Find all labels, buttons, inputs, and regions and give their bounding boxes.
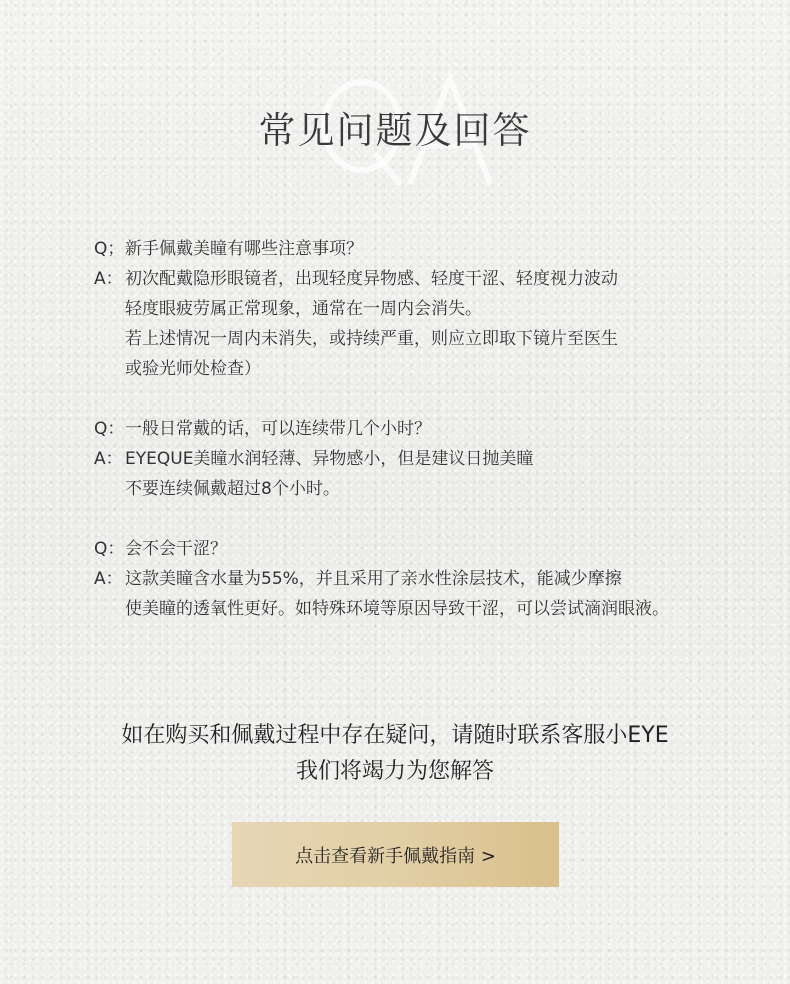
faq-answer-line: 轻度眼疲劳属正常现象，通常在一周内会消失。 <box>125 299 482 319</box>
question-text: 会不会干涩？ <box>125 539 227 559</box>
answer-prefix: A： <box>94 269 123 289</box>
answer-text: 这款美瞳含水量为55%，并且采用了亲水性涂层技术，能减少摩擦 <box>125 569 622 589</box>
faq-answer-line: 若上述情况一周内未消失，或持续严重，则应立即取下镜片至医生 <box>125 329 618 349</box>
question-text: 一般日常戴的话，可以连续带几个小时？ <box>125 419 431 439</box>
contact-line-2: 我们将竭力为您解答 <box>295 759 494 784</box>
faq-question <box>94 234 774 264</box>
faq-item <box>94 414 774 504</box>
faq-answer-line: 或验光师处检查） <box>125 359 261 379</box>
faq-answer-line <box>94 264 774 294</box>
question-prefix: Q： <box>94 419 125 439</box>
wearing-guide-button[interactable]: 点击查看新手佩戴指南 > <box>232 822 559 887</box>
faq-answer-line <box>94 444 774 474</box>
answer-text: 初次配戴隐形眼镜者，出现轻度异物感、轻度干涩、轻度视力波动 <box>125 269 618 289</box>
contact-line-1: 如在购买和佩戴过程中存在疑问，请随时联系客服小EYE <box>121 723 669 748</box>
faq-answer-line: 使美瞳的透氧性更好。如特殊环境等原因导致干涩，可以尝试滴润眼液。 <box>125 599 669 619</box>
faq-item <box>94 534 774 624</box>
faq-answer-line: 不要连续佩戴超过8个小时。 <box>125 479 340 499</box>
answer-text: EYEQUE美瞳水润轻薄、异物感小，但是建议日抛美瞳 <box>125 449 534 469</box>
contact-message <box>0 718 790 790</box>
question-text: 新手佩戴美瞳有哪些注意事项？ <box>125 239 363 259</box>
question-prefix: Q； <box>94 239 125 259</box>
answer-prefix: A： <box>94 449 123 469</box>
faq-list <box>94 234 774 654</box>
faq-item <box>94 234 774 384</box>
answer-prefix: A： <box>94 569 123 589</box>
page-title: 常见问题及回答 <box>258 109 532 152</box>
faq-answer-line <box>94 564 774 594</box>
question-prefix: Q： <box>94 539 125 559</box>
faq-question <box>94 414 774 444</box>
faq-question <box>94 534 774 564</box>
